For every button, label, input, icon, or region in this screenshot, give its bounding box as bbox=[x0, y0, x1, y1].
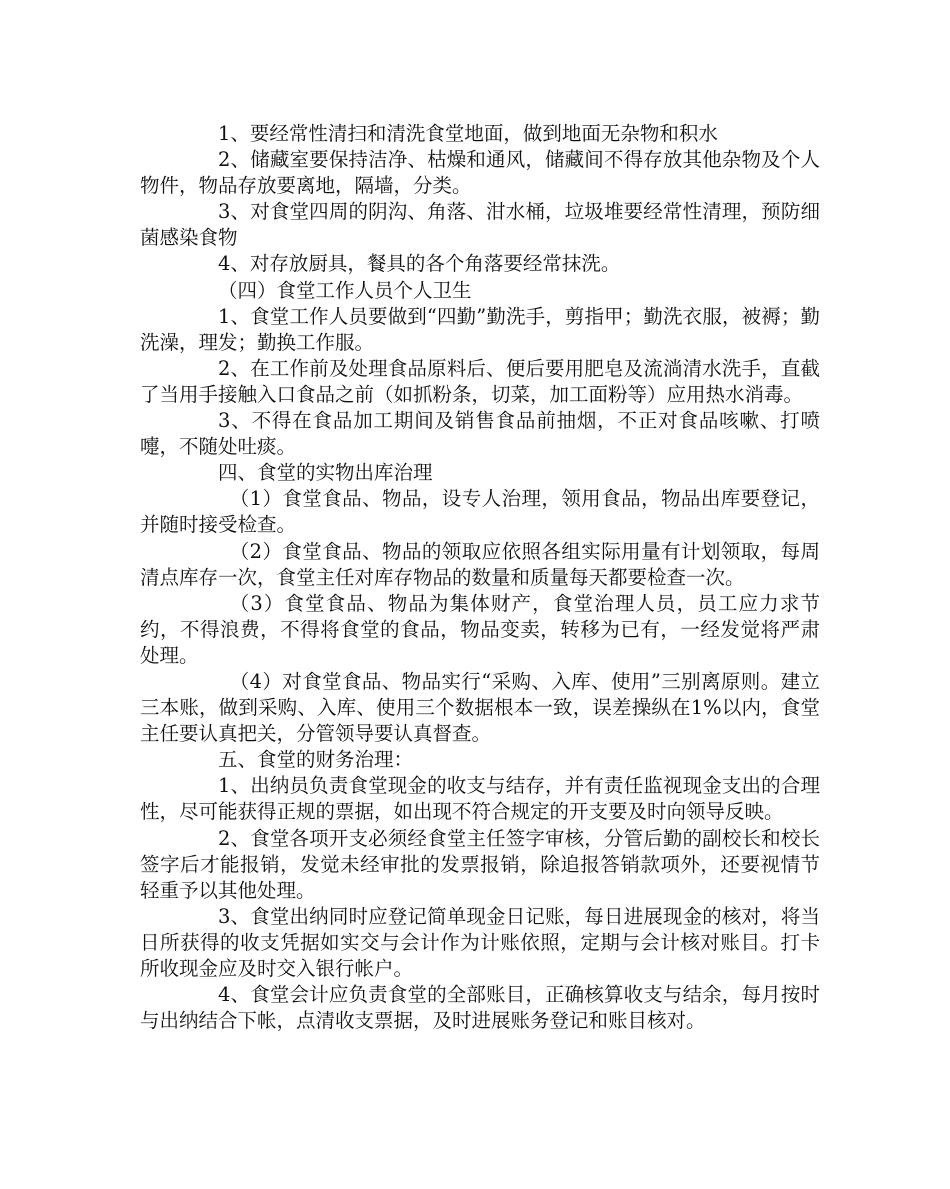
paragraph-hygiene-3: 3、对食堂四周的阴沟、角落、泔水桶，垃圾堆要经常性清理，预防细菌感染食物 bbox=[140, 200, 820, 250]
paragraph-finance-3: 3、食堂出纳同时应登记简单现金日记账，每日进展现金的核对，将当日所获得的收支凭据如实交与会计作为计账依照，定期与会计核对账目。打卡所收现金应及时交入银行帐户。 bbox=[140, 904, 820, 980]
paragraph-hygiene-2: 2、储藏室要保持洁净、枯燥和通风，储藏间不得存放其他杂物及个人物件，物品存放要离地，隔墙，分类。 bbox=[140, 148, 820, 198]
paragraph-warehouse-2: （2）食堂食品、物品的领取应依照各组实际用量有计划领取，每周清点库存一次，食堂主任对库存物品的数量和质量每天都要检查一次。 bbox=[140, 539, 820, 589]
paragraph-personal-1: 1、食堂工作人员要做到“四勤”勤洗手，剪指甲；勤洗衣服，被褥；勤洗澡，理发；勤换工作服。 bbox=[140, 304, 820, 354]
paragraph-warehouse-1: （1）食堂食品、物品，设专人治理，领用食品，物品出库要登记，并随时接受检查。 bbox=[140, 487, 820, 537]
document-body bbox=[140, 121, 820, 1034]
paragraph-personal-2: 2、在工作前及处理食品原料后、便后要用肥皂及流淌清水洗手，直截了当用手接触入口食品之前（如抓粉条，切菜，加工面粉等）应用热水消毒。 bbox=[140, 356, 820, 406]
paragraph-personal-3: 3、不得在食品加工期间及销售食品前抽烟，不正对食品咳嗽、打喷嚏，不随处吐痰。 bbox=[140, 409, 820, 459]
paragraph-finance-1: 1、出纳员负责食堂现金的收支与结存，并有责任监视现金支出的合理性，尽可能获得正规的票据，如出现不符合规定的开支要及时向领导反映。 bbox=[140, 774, 820, 824]
paragraph-warehouse-4: （4）对食堂食品、物品实行“采购、入库、使用”三别离原则。建立三本账，做到采购、入库、使用三个数据根本一致，误差操纵在1%以内，食堂主任要认真把关，分管领导要认真督查。 bbox=[140, 669, 820, 746]
paragraph-hygiene-4: 4、对存放厨具，餐具的各个角落要经常抹洗。 bbox=[218, 252, 621, 276]
paragraph-warehouse-3: （3）食堂食品、物品为集体财产，食堂治理人员，员工应力求节约，不得浪费，不得将食堂的食品，物品变卖，转移为已有，一经发觉将严肃处理。 bbox=[140, 591, 820, 667]
section-heading-warehouse: 四、食堂的实物出库治理 bbox=[218, 461, 433, 485]
paragraph-hygiene-1: 1、要经常性清扫和清洗食堂地面，做到地面无杂物和积水 bbox=[218, 122, 718, 145]
paragraph-finance-2: 2、食堂各项开支必须经食堂主任签字审核，分管后勤的副校长和校长签字后才能报销，发觉未经审批的发票报销，除追报答销款项外，还要视情节轻重予以其他处理。 bbox=[140, 826, 820, 902]
paragraph-finance-4: 4、食堂会计应负责食堂的全部账目，正确核算收支与结余，每月按时与出纳结合下帐，点清收支票据，及时进展账务登记和账目核对。 bbox=[140, 983, 820, 1033]
section-heading-finance: 五、食堂的财务治理： bbox=[218, 748, 414, 772]
section-heading-personal-hygiene: （四）食堂工作人员个人卫生 bbox=[218, 278, 472, 302]
